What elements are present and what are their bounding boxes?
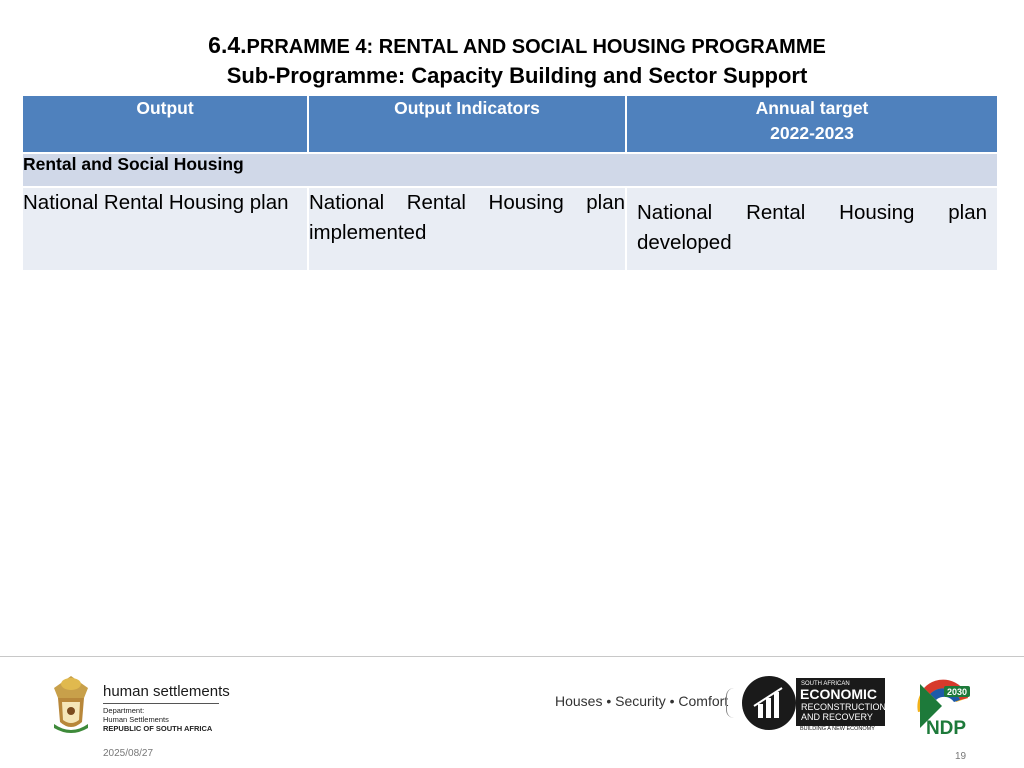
cell-indicator: National Rental Housing plan implemented bbox=[308, 187, 626, 271]
err-line2: RECONSTRUCTION bbox=[801, 702, 886, 712]
header-annual-target-year: 2022-2023 bbox=[770, 123, 854, 143]
footer-divider bbox=[0, 656, 1024, 657]
dept-rule bbox=[103, 703, 219, 704]
slide-date: 2025/08/27 bbox=[103, 748, 154, 759]
department-logo bbox=[103, 683, 230, 733]
dept-country: REPUBLIC OF SOUTH AFRICA bbox=[103, 724, 213, 733]
page-subtitle: Sub-Programme: Capacity Building and Sector Support bbox=[226, 63, 808, 88]
page-number: 19 bbox=[955, 751, 967, 762]
tagline-bracket bbox=[726, 688, 735, 718]
ndp-text: NDP bbox=[925, 718, 967, 738]
ndp-year: 2030 bbox=[946, 687, 968, 697]
table-header-row bbox=[22, 95, 998, 153]
err-main: ECONOMIC bbox=[800, 686, 877, 702]
dept-label: Department: bbox=[103, 706, 145, 715]
coat-of-arms-icon bbox=[48, 674, 94, 736]
err-sub: BUILDING A NEW ECONOMY bbox=[800, 726, 875, 732]
section-row bbox=[22, 153, 998, 187]
title-block bbox=[0, 30, 1024, 90]
section-label: Rental and Social Housing bbox=[22, 153, 998, 187]
cell-target: National Rental Housing plan developed bbox=[626, 187, 998, 271]
err-line3: AND RECOVERY bbox=[801, 712, 873, 722]
cell-output: National Rental Housing plan bbox=[22, 187, 308, 271]
table-row bbox=[22, 187, 998, 271]
title-number: 6.4. bbox=[208, 32, 247, 58]
err-top: SOUTH AFRICAN bbox=[801, 681, 850, 687]
header-output: Output bbox=[22, 95, 308, 153]
err-text-box bbox=[796, 678, 885, 726]
err-emblem-icon bbox=[742, 676, 796, 730]
ndp-2030-logo-icon bbox=[910, 672, 976, 738]
header-annual-target bbox=[626, 95, 998, 153]
tagline: Houses • Security • Comfort bbox=[555, 693, 729, 709]
title-text: PRRAMME 4: RENTAL AND SOCIAL HOUSING PROGRAMME bbox=[246, 36, 826, 58]
economic-recovery-logo bbox=[742, 674, 886, 732]
header-annual-target-label: Annual target bbox=[755, 98, 869, 118]
dept-full-name: Human Settlements bbox=[103, 715, 169, 724]
programme-table bbox=[21, 94, 999, 272]
header-output-indicators: Output Indicators bbox=[308, 95, 626, 153]
dept-name: human settlements bbox=[103, 683, 230, 700]
page-title bbox=[0, 30, 1024, 62]
